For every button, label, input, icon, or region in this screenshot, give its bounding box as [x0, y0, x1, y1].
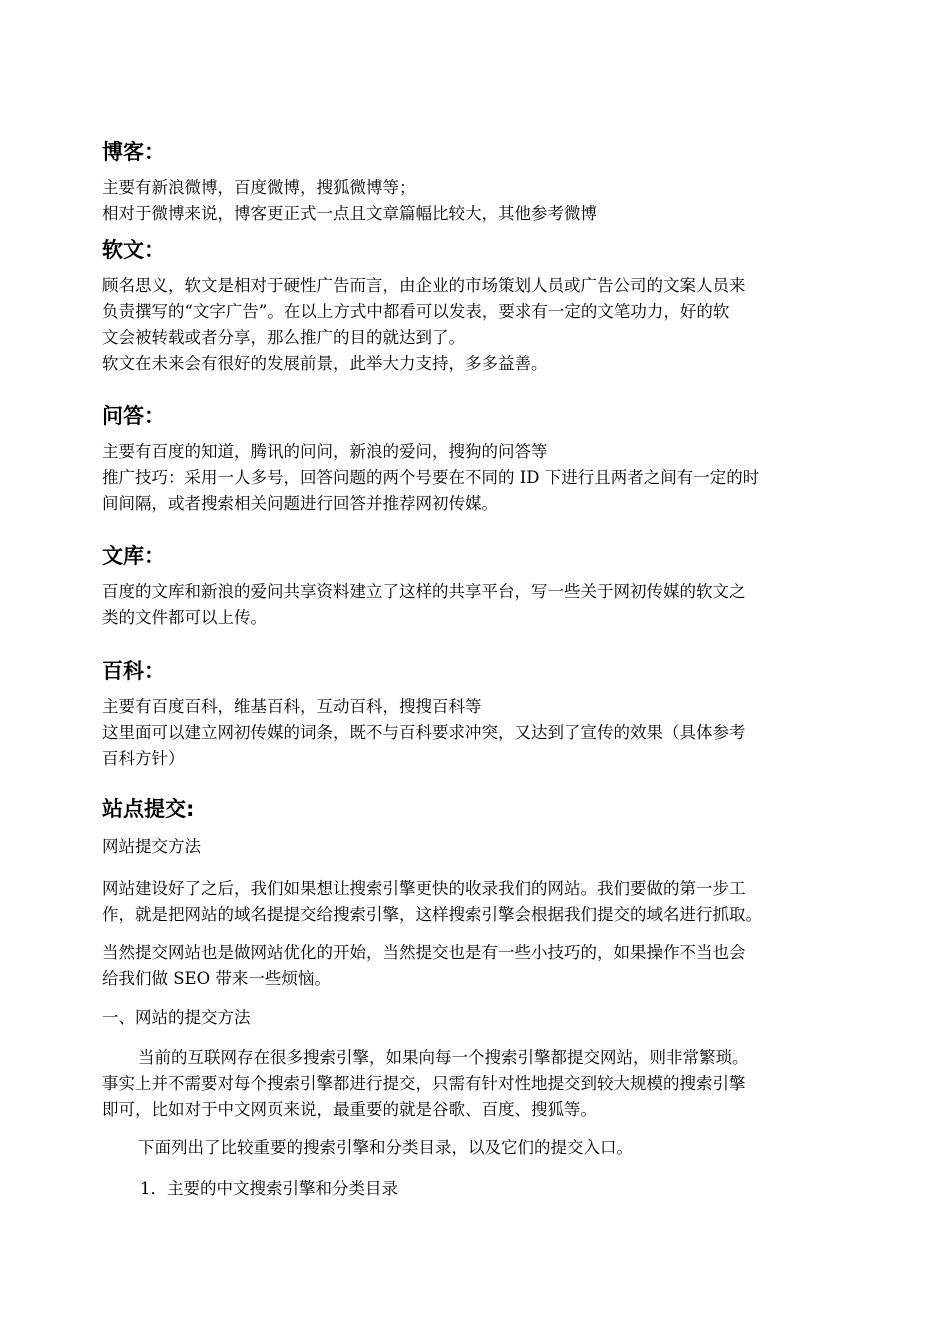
- text-line: 给我们做 SEO 带来一些烦恼。: [102, 969, 331, 988]
- paragraph-search-engines: [102, 1045, 862, 1123]
- paragraph-blog: [102, 175, 862, 227]
- text-line: 当然提交网站也是做网站优化的开始，当然提交也是有一些小技巧的，如果操作不当也会: [102, 943, 746, 962]
- paragraph-qa: [102, 439, 862, 517]
- text-line: 这里面可以建立网初传媒的词条，既不与百科要求冲突，又达到了宣传的效果（具体参考: [102, 723, 746, 742]
- text-line: 百度的文库和新浪的爱问共享资料建立了这样的共享平台，写一些关于网初传媒的软文之: [102, 582, 746, 601]
- text-line: 类的文件都可以上传。: [102, 608, 267, 627]
- sub-title-submit-method: 一、网站的提交方法: [102, 1008, 251, 1027]
- text-line: 百科方针）: [102, 749, 185, 768]
- text-line: 当前的互联网存在很多搜索引擎，如果向每一个搜索引擎都提交网站，则非常繁琐。: [138, 1048, 749, 1067]
- heading-soft-article: 软文：: [102, 238, 165, 262]
- heading-qa: 问答：: [102, 404, 165, 428]
- text-line: 负责撰写的“文字广告”。在以上方式中都看可以发表，要求有一定的文笔功力，好的软: [102, 302, 730, 321]
- list-item: 1．主要的中文搜索引擎和分类目录: [140, 1179, 398, 1198]
- text-line: 主要有百度百科，维基百科，互动百科，搜搜百科等: [102, 697, 482, 716]
- paragraph-encyclopedia: [102, 694, 862, 772]
- text-line: 相对于微博来说，博客更正式一点且文章篇幅比较大，其他参考微博: [102, 204, 597, 223]
- text-line: 即可，比如对于中文网页来说，最重要的就是谷歌、百度、搜狐等。: [102, 1100, 597, 1119]
- paragraph-soft-article: [102, 273, 862, 377]
- paragraph-submit-intro: [102, 876, 862, 928]
- text-line: 主要有百度的知道，腾讯的问问，新浪的爱问，搜狗的问答等: [102, 442, 548, 461]
- text-line: 间间隔，或者搜索相关问题进行回答并推荐网初传媒。: [102, 494, 498, 513]
- text-line: 作，就是把网站的域名提提交给搜索引擎，这样搜索引擎会根据我们提交的域名进行抓取。: [102, 905, 762, 924]
- paragraph-submit-tips: [102, 940, 862, 992]
- text-line: 推广技巧：采用一人多号，回答问题的两个号要在不同的 ID 下进行且两者之间有一定的时: [102, 468, 760, 487]
- heading-library: 文库：: [102, 544, 165, 568]
- method-title: 网站提交方法: [102, 837, 201, 856]
- text-line: 主要有新浪微博，百度微博，搜狐微博等；: [102, 178, 416, 197]
- text-line: 顾名思义，软文是相对于硬性广告而言，由企业的市场策划人员或广告公司的文案人员来: [102, 276, 746, 295]
- heading-blog: 博客：: [102, 140, 165, 164]
- text-line: 事实上并不需要对每个搜索引擎都进行提交，只需有针对性地提交到较大规模的搜索引擎: [102, 1074, 746, 1093]
- paragraph-list-intro: 下面列出了比较重要的搜索引擎和分类目录，以及它们的提交入口。: [138, 1138, 633, 1157]
- text-line: 软文在未来会有很好的发展前景，此举大力支持，多多益善。: [102, 354, 548, 373]
- paragraph-library: [102, 579, 862, 631]
- text-line: 文会被转载或者分享，那么推广的目的就达到了。: [102, 328, 465, 347]
- heading-site-submit: 站点提交:: [102, 797, 195, 821]
- heading-encyclopedia: 百科：: [102, 659, 165, 683]
- text-line: 网站建设好了之后，我们如果想让搜索引擎更快的收录我们的网站。我们要做的第一步工: [102, 879, 746, 898]
